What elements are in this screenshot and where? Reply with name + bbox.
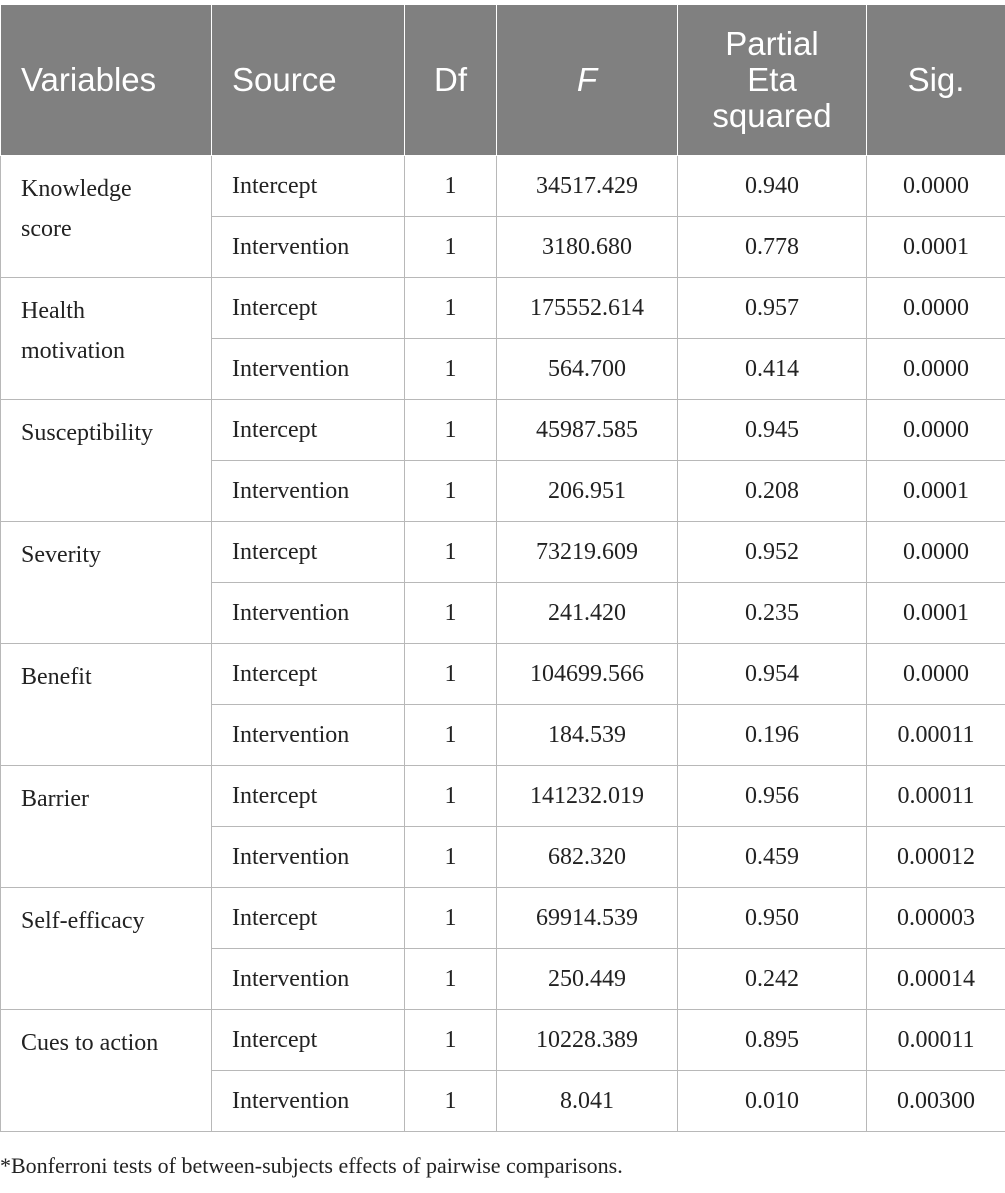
header-partial-eta-squared xyxy=(678,5,867,156)
table-row xyxy=(1,156,1005,217)
variable-cell xyxy=(1,766,212,888)
eta-cell: 0.954 xyxy=(678,644,867,705)
variable-name: Benefit xyxy=(21,664,92,690)
eta-cell: 0.235 xyxy=(678,583,867,644)
sig-cell: 0.0001 xyxy=(867,217,1005,278)
variable-name: Severity xyxy=(21,542,101,568)
table-header xyxy=(1,5,1005,156)
df-cell: 1 xyxy=(405,156,497,217)
variable-name: Barrier xyxy=(21,786,89,812)
header-sig: Sig. xyxy=(867,5,1005,156)
df-cell: 1 xyxy=(405,217,497,278)
f-cell: 34517.429 xyxy=(497,156,678,217)
header-eta-line2: Eta xyxy=(747,61,797,98)
table-row xyxy=(1,278,1005,339)
source-cell: Intervention xyxy=(212,705,405,766)
f-cell: 10228.389 xyxy=(497,1010,678,1071)
table-row xyxy=(1,644,1005,705)
source-cell: Intercept xyxy=(212,278,405,339)
source-cell: Intervention xyxy=(212,461,405,522)
variable-name: Health xyxy=(21,298,85,324)
table-row xyxy=(1,1010,1005,1071)
df-cell: 1 xyxy=(405,339,497,400)
df-cell: 1 xyxy=(405,949,497,1010)
sig-cell: 0.0000 xyxy=(867,278,1005,339)
f-cell: 8.041 xyxy=(497,1071,678,1132)
variable-cell xyxy=(1,400,212,522)
eta-cell: 0.952 xyxy=(678,522,867,583)
eta-cell: 0.957 xyxy=(678,278,867,339)
eta-cell: 0.940 xyxy=(678,156,867,217)
f-cell: 3180.680 xyxy=(497,217,678,278)
source-cell: Intervention xyxy=(212,217,405,278)
eta-cell: 0.196 xyxy=(678,705,867,766)
table-row xyxy=(1,888,1005,949)
source-cell: Intervention xyxy=(212,827,405,888)
source-cell: Intercept xyxy=(212,888,405,949)
table-row xyxy=(1,400,1005,461)
df-cell: 1 xyxy=(405,461,497,522)
source-cell: Intercept xyxy=(212,766,405,827)
header-f: F xyxy=(497,5,678,156)
header-eta-line1: Partial xyxy=(725,25,819,62)
variable-cell xyxy=(1,1010,212,1132)
variable-name: Self-efficacy xyxy=(21,908,145,934)
table-footnote: *Bonferroni tests of between-subjects effects of pairwise comparisons. xyxy=(0,1153,623,1178)
header-variables: Variables xyxy=(1,5,212,156)
header-eta-line3: squared xyxy=(712,97,832,134)
statistics-table xyxy=(0,4,1005,1132)
variable-cell xyxy=(1,522,212,644)
sig-cell: 0.00011 xyxy=(867,1010,1005,1071)
eta-cell: 0.459 xyxy=(678,827,867,888)
header-source: Source xyxy=(212,5,405,156)
table-row xyxy=(1,522,1005,583)
source-cell: Intercept xyxy=(212,400,405,461)
f-cell: 241.420 xyxy=(497,583,678,644)
sig-cell: 0.00011 xyxy=(867,766,1005,827)
sig-cell: 0.00300 xyxy=(867,1071,1005,1132)
variable-cell xyxy=(1,278,212,400)
sig-cell: 0.00012 xyxy=(867,827,1005,888)
header-row xyxy=(1,5,1005,156)
df-cell: 1 xyxy=(405,827,497,888)
f-cell: 141232.019 xyxy=(497,766,678,827)
sig-cell: 0.0000 xyxy=(867,522,1005,583)
eta-cell: 0.950 xyxy=(678,888,867,949)
f-cell: 564.700 xyxy=(497,339,678,400)
df-cell: 1 xyxy=(405,888,497,949)
variable-cell xyxy=(1,156,212,278)
source-cell: Intervention xyxy=(212,1071,405,1132)
table-row xyxy=(1,766,1005,827)
sig-cell: 0.0000 xyxy=(867,644,1005,705)
header-df: Df xyxy=(405,5,497,156)
source-cell: Intercept xyxy=(212,156,405,217)
table-body xyxy=(1,156,1005,1132)
variable-name: Knowledge xyxy=(21,176,132,202)
sig-cell: 0.0001 xyxy=(867,583,1005,644)
source-cell: Intervention xyxy=(212,949,405,1010)
f-cell: 250.449 xyxy=(497,949,678,1010)
variable-name-continued: motivation xyxy=(21,338,125,364)
df-cell: 1 xyxy=(405,583,497,644)
variable-name: Susceptibility xyxy=(21,420,153,446)
eta-cell: 0.242 xyxy=(678,949,867,1010)
f-cell: 104699.566 xyxy=(497,644,678,705)
f-cell: 175552.614 xyxy=(497,278,678,339)
f-cell: 69914.539 xyxy=(497,888,678,949)
df-cell: 1 xyxy=(405,1071,497,1132)
eta-cell: 0.895 xyxy=(678,1010,867,1071)
f-cell: 45987.585 xyxy=(497,400,678,461)
eta-cell: 0.010 xyxy=(678,1071,867,1132)
f-cell: 184.539 xyxy=(497,705,678,766)
eta-cell: 0.414 xyxy=(678,339,867,400)
source-cell: Intercept xyxy=(212,1010,405,1071)
source-cell: Intervention xyxy=(212,339,405,400)
eta-cell: 0.208 xyxy=(678,461,867,522)
eta-cell: 0.956 xyxy=(678,766,867,827)
eta-cell: 0.945 xyxy=(678,400,867,461)
variable-name: Cues to action xyxy=(21,1030,159,1056)
sig-cell: 0.0000 xyxy=(867,400,1005,461)
df-cell: 1 xyxy=(405,644,497,705)
df-cell: 1 xyxy=(405,705,497,766)
df-cell: 1 xyxy=(405,278,497,339)
sig-cell: 0.00014 xyxy=(867,949,1005,1010)
df-cell: 1 xyxy=(405,766,497,827)
source-cell: Intercept xyxy=(212,522,405,583)
eta-cell: 0.778 xyxy=(678,217,867,278)
source-cell: Intervention xyxy=(212,583,405,644)
variable-cell xyxy=(1,644,212,766)
source-cell: Intercept xyxy=(212,644,405,705)
f-cell: 682.320 xyxy=(497,827,678,888)
variable-name-continued: score xyxy=(21,216,72,242)
sig-cell: 0.00003 xyxy=(867,888,1005,949)
variable-cell xyxy=(1,888,212,1010)
df-cell: 1 xyxy=(405,400,497,461)
f-cell: 73219.609 xyxy=(497,522,678,583)
f-cell: 206.951 xyxy=(497,461,678,522)
df-cell: 1 xyxy=(405,522,497,583)
sig-cell: 0.0000 xyxy=(867,156,1005,217)
df-cell: 1 xyxy=(405,1010,497,1071)
sig-cell: 0.0001 xyxy=(867,461,1005,522)
sig-cell: 0.0000 xyxy=(867,339,1005,400)
sig-cell: 0.00011 xyxy=(867,705,1005,766)
